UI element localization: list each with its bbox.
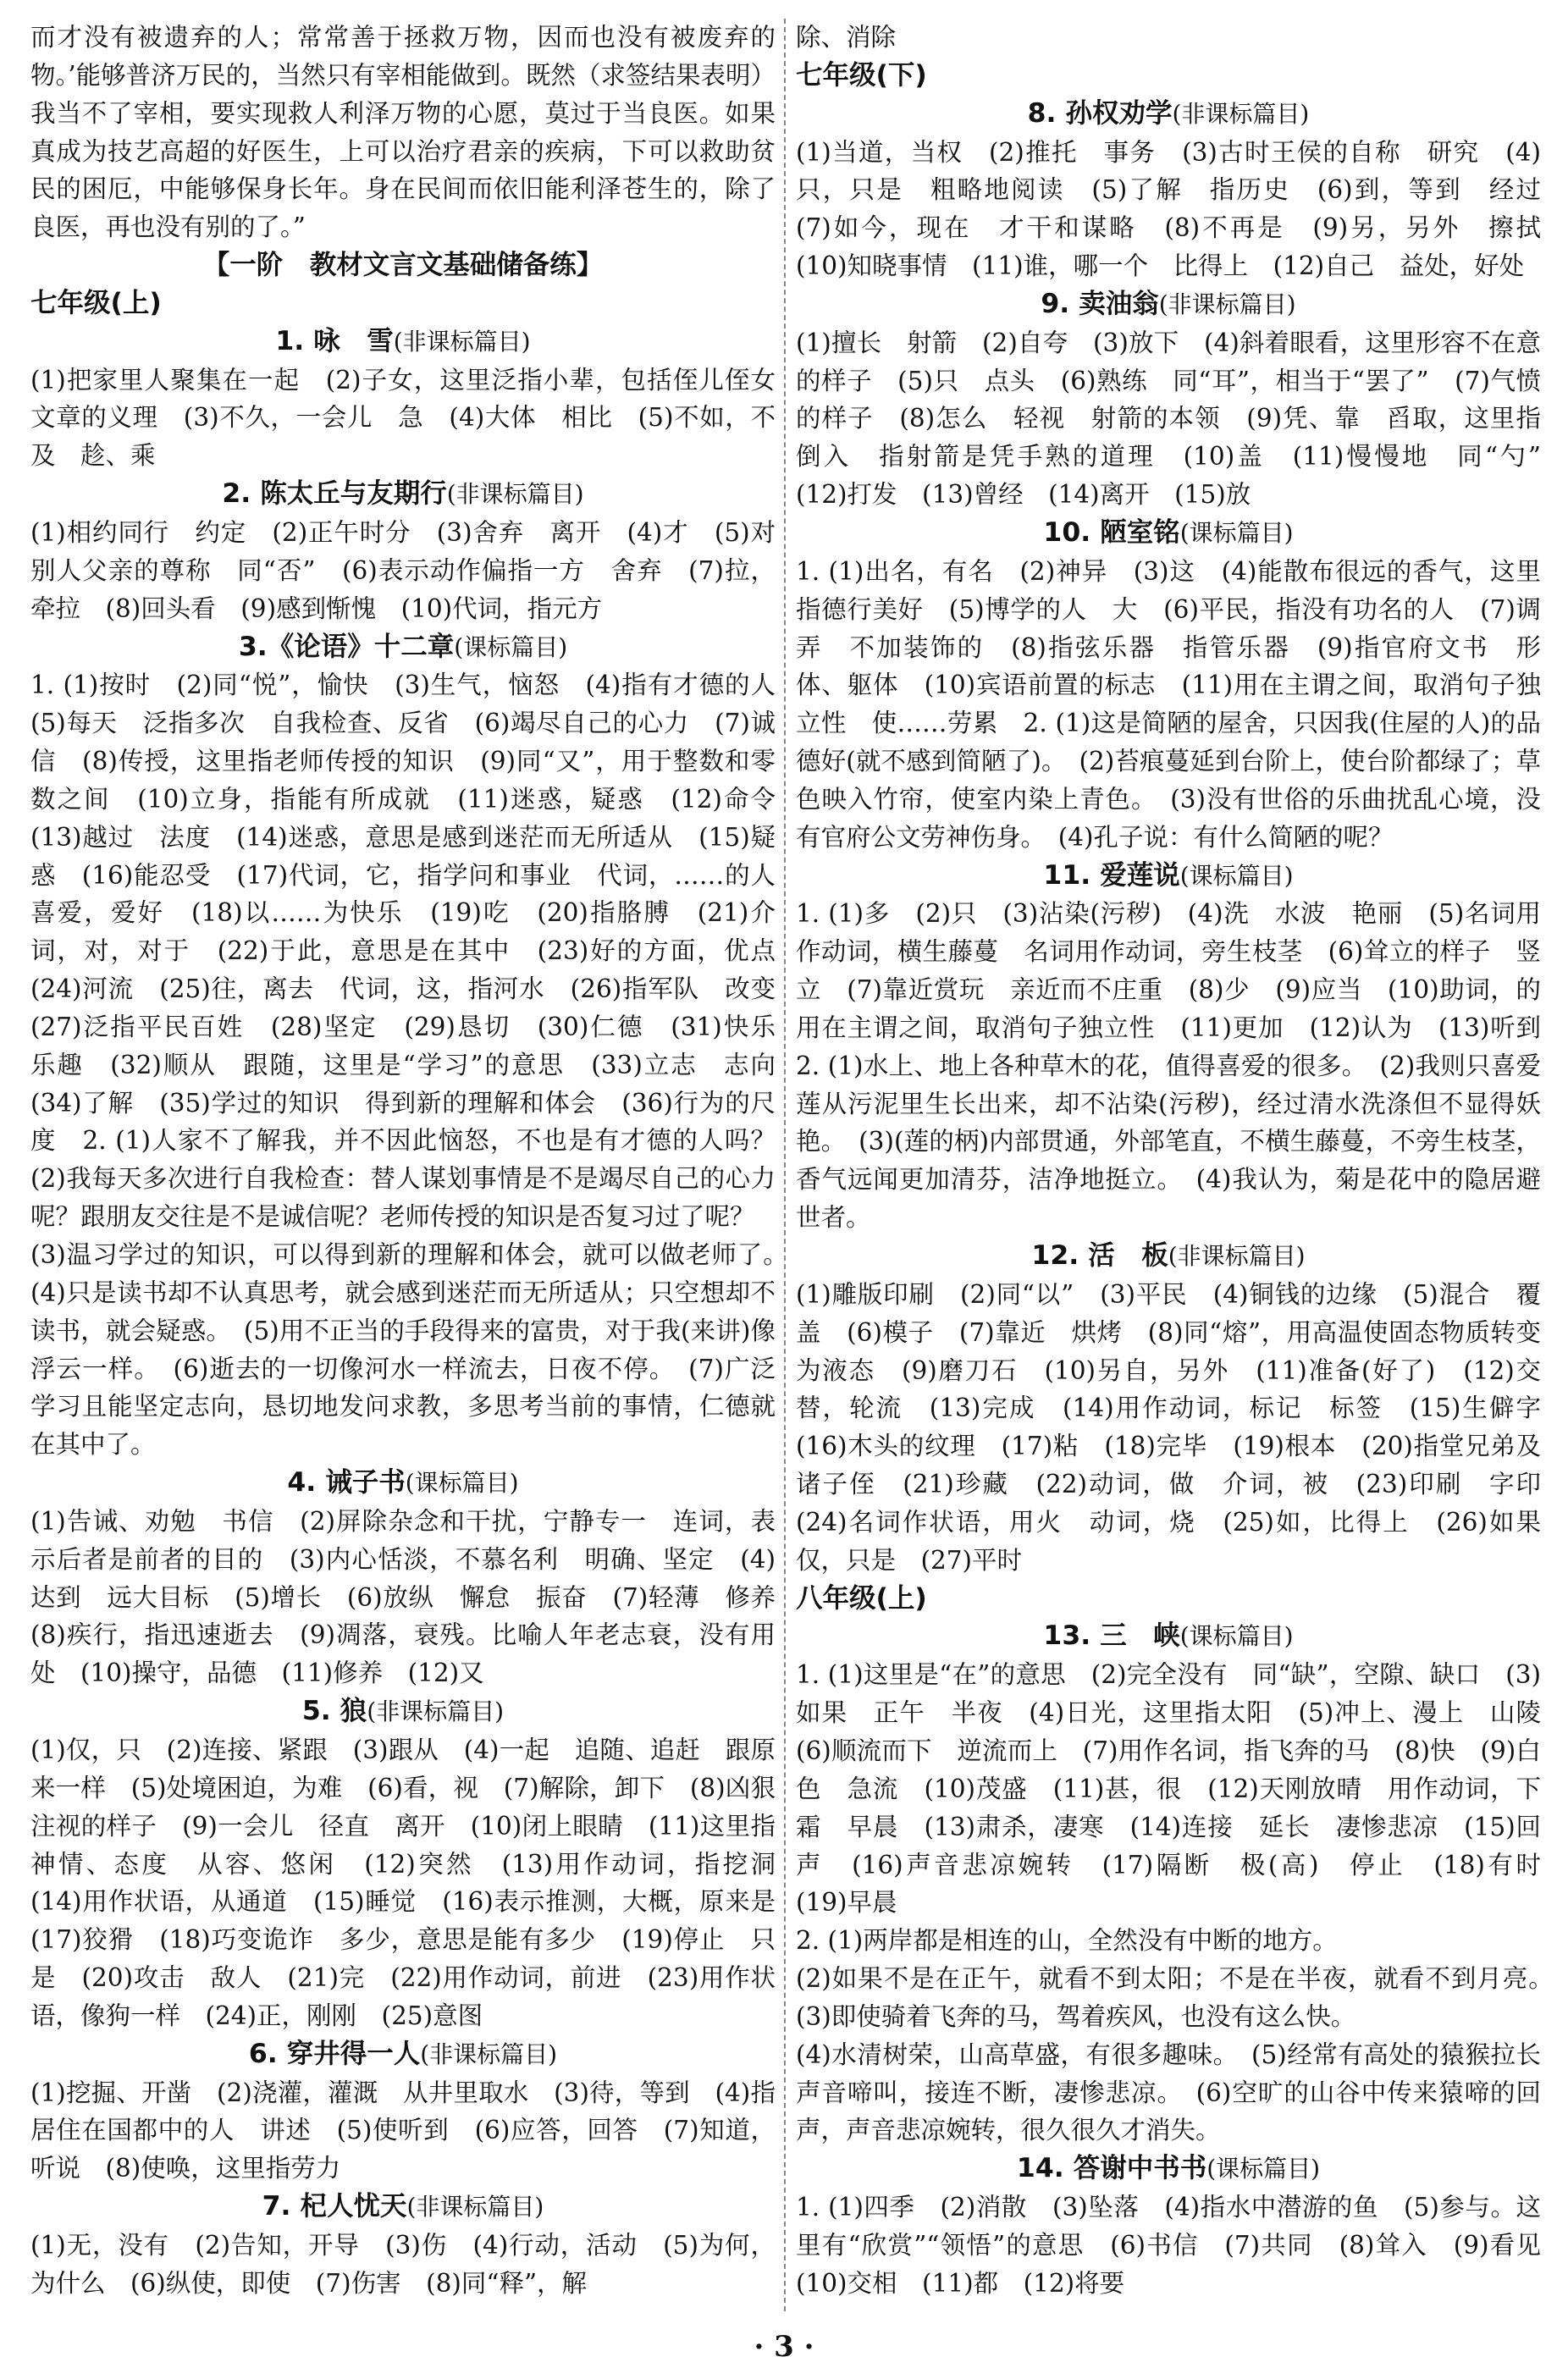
left-lesson-title [30,1464,776,1503]
lesson-tag: (课标篇目) [405,1469,519,1498]
lesson-name: 10. 陋室铭 [1043,516,1180,548]
right-grade-heading: 八年级(上) [796,1582,927,1614]
right-answer-paragraph: 1. (1)四季 (2)消散 (3)坠落 (4)指水中潜游的鱼 (5)参与。这里有“欣赏”“领悟”的意思 (6)书信 (7)共同 (8)耸入 (9)看见 (10)交相 (11)都 (12)将要 [796,2193,1566,2298]
lesson-name: 11. 爱莲说 [1043,859,1180,891]
lesson-tag: (课标篇目) [1179,861,1294,890]
right-answer-paragraph: 1. (1)出名，有名 (2)神异 (3)这 (4)能散布很远的香气，这里指德行美好 (5)博学的人 大 (6)平民，指没有功名的人 (7)调弄 不加装饰的 (8)指弦乐器 指管乐器 (9)指官府文书 形体、躯体 (10)宾语前置的标志 (11)用在主谓之间，取消句子独立性 使……劳累 2. (1)这是简陋的屋舍，只因我(住屋的人)的品德好(就不感到简陋了)。 (2)苔痕蔓延到台阶上，使台阶都绿了；草色映入竹帘，使室内染上青色。 (3)没有世俗的乐曲扰乱心境，没有官府公文劳神伤身。 (4)孔子说：有什么简陋的呢？ [796,556,1541,852]
right-lesson-title [796,1237,1541,1276]
right-answer-paragraph: (1)雕版印刷 (2)同“以” (3)平民 (4)铜钱的边缘 (5)混合 覆盖 (6)模子 (7)靠近 烘烤 (8)同“熔”，用高温使固态物质转变为液态 (9)磨刀石 (10)另自，另外 (11)准备(好了) (12)交替，轮流 (13)完成 (14)用作动词，标记 标签 (15)生僻字 (16)木头的纹理 (17)粘 (18)完毕 (19)根本 (20)指堂兄弟及诸子侄 (21)珍藏 (22)动词，做 介词，被 (23)印刷 字印 (24)名词作状语，用火 动词，烧 (25)如，比得上 (26)如果 仅，只是 (27)平时 [796,1279,1566,1575]
right-answer-paragraph: (2)如果不是在正午，就看不到太阳；不是在半夜，就看不到月亮。 (3)即使骑着飞奔的马，驾着疾风，也没有这么快。 [796,1964,1566,2031]
right-answer-paragraph: (4)水清树荣，山高草盛，有很多趣味。 (5)经常有高处的猿猴拉长声音啼叫，接连不断，凄惨悲凉。 (6)空旷的山谷中传来猿啼的回声，声音悲凉婉转，很久很久才消失。 [796,2040,1541,2145]
left-lesson-title [30,2188,776,2227]
lesson-tag: (课标篇目) [454,632,568,661]
answer-page [24,19,1566,2321]
right-answer-paragraph: (1)擅长 射箭 (2)自夸 (3)放下 (4)斜着眼看，这里形容不在意的样子 (5)只 点头 (6)熟练 同“耳”，相当于“罢了” (7)气愤的样子 (8)怎么 轻视 射箭的本领 (9)凭、靠 舀取，这里指倒入 指射箭是凭手熟的道理 (10)盖 (11)慢慢地 同“勺” (12)打发 (13)曾经 (14)离开 (15)放 [796,328,1566,510]
right-column [796,19,1566,2303]
right-lesson-title [796,285,1541,324]
left-answer-paragraph: (1)相约同行 约定 (2)正午时分 (3)舍弃 离开 (4)才 (5)对别人父亲的尊称 同“否” (6)表示动作偏指一方 舍弃 (7)拉，牵拉 (8)回头看 (9)感到惭愧 (10)代词，指元方 [30,517,776,623]
right-answer-paragraph: (1)当道，当权 (2)推托 事务 (3)古时王侯的自称 研究 (4)只，只是 粗略地阅读 (5)了解 指历史 (6)到，等到 经过 (7)如今，现在 才干和谋略 (8)不再是 (9)另，另外 擦拭 (10)知晓事情 (11)谁，哪一个 比得上 (12)自己 益处，好处 [796,137,1566,281]
left-answer-paragraph: (1)挖掘、开凿 (2)浇灌，灌溉 从井里取水 (3)待，等到 (4)指居住在国都中的人 讲述 (5)使听到 (6)应答，回答 (7)知道，听说 (8)使唤，这里指劳力 [30,2078,776,2183]
left-answer-paragraph: (1)仅，只 (2)连接、紧跟 (3)跟从 (4)一起 追随、追赶 跟原来一样 (5)处境困迫，为难 (6)看，视 (7)解除，卸下 (8)凶狠注视的样子 (9)一会儿 径直 离开 (10)闭上眼睛 (11)这里指神情、态度 从容、悠闲 (12)突然 (13)用作动词，指挖洞 (14)用作状语，从通道 (15)睡觉 (16)表示推测，大概，原来是 (17)狡猾 (18)巧变诡诈 多少，意思是能有多少 (19)停止 只是 (20)攻击 敌人 (21)完 (22)用作动词，前进 (23)用作状语，像狗一样 (24)正，刚刚 (25)意图 [30,1735,801,2030]
lesson-tag: (课标篇目) [1179,518,1294,547]
right-answer-paragraph: 除、消除 [796,23,897,52]
left-grade-heading: 七年级(上) [30,287,162,318]
column-divider [784,19,786,2311]
lesson-name: 5. 狼 [301,1696,367,1727]
lesson-name: 6. 穿井得一人 [248,2038,421,2069]
lesson-name: 14. 答谢中书书 [1016,2153,1207,2184]
lesson-name: 4. 诫子书 [287,1467,406,1499]
left-answer-paragraph: (1)无，没有 (2)告知，开导 (3)伤 (4)行动，活动 (5)为何，为什么 (6)纵使，即使 (7)伤害 (8)同“释”，解 [30,2230,776,2298]
lesson-name: 9. 卖油翁 [1041,288,1159,319]
left-lesson-title [30,323,776,362]
left-answer-paragraph: 1. (1)按时 (2)同“悦”，愉快 (3)生气，恼怒 (4)指有才德的人 (5)每天 泛指多次 自我检查、反省 (6)竭尽自己的心力 (7)诚信 (8)传授，这里指老师传授的知识 (9)同“又”，用于整数和零数之间 (10)立身，指能有所成就 (11)迷惑，疑惑 (12)命令 (13)越过 法度 (14)迷惑，意思是感到迷茫而无所适从 (15)疑惑 (16)能忍受 (17)代词，它，指学问和事业 代词，……的人 喜爱，爱好 (18)以……为快乐 (19)吃 (20)指胳膊 (21)介词，对，对于 (22)于此，意思是在其中 (23)好的方面，优点 (24)河流 (25)往，离去 代词，这，指河水 (26)指军队 改变 (27)泛指平民百姓 (28)坚定 (29)恳切 (30)仁德 (31)快乐 乐趣 (32)顺从 跟随，这里是“学习”的意思 (33)立志 志向 (34)了解 (35)学过的知识 得到新的理解和体会 (36)行为的尺度 2. (1)人家不了解我，并不因此恼怒，不也是有才德的人吗？ (2)我每天多次进行自我检查：替人谋划事情是不是竭尽自己的心力呢？跟朋友交往是不是诚信呢？老师传授的知识是否复习过了呢？ [30,671,801,1232]
lesson-tag: (课标篇目) [1206,2155,1321,2183]
left-lesson-title [30,1692,776,1731]
lesson-name: 7. 杞人忧天 [262,2191,407,2222]
left-column [30,19,801,2303]
right-lesson-title [796,514,1541,553]
right-grade-heading: 七年级(下) [796,59,927,91]
right-answer-paragraph: 2. (1)两岸都是相连的山，全然没有中断的地方。 [796,1926,1338,1956]
lesson-tag: (非课标篇目) [406,2193,544,2222]
page-number: · 3 · [754,2330,814,2364]
lesson-tag: (非课标篇目) [420,2040,558,2068]
left-lesson-title [30,628,776,667]
lesson-name: 1. 咏 雪 [275,325,394,356]
left-answer-paragraph: (1)告诫、劝勉 书信 (2)屏除杂念和干扰，宁静专一 连词，表示后者是前者的目的 (3)内心恬淡，不慕名利 明确、坚定 (4)达到 远大目标 (5)增长 (6)放纵 懈怠 振奋 (7)轻薄 修养 (8)疾行，指迅速逝去 (9)凋落，衰残。比喻人年老志衰，没有用处 (10)操守，品德 (11)修养 (12)又 [30,1506,801,1688]
right-lesson-title [796,2150,1541,2189]
lesson-tag: (非课标篇目) [446,480,584,509]
right-lesson-title [796,1617,1541,1656]
left-lesson-title [30,2035,776,2074]
lesson-tag: (非课标篇目) [367,1697,505,1726]
lesson-name: 12. 活 板 [1031,1240,1168,1271]
lesson-name: 3.《论语》十二章 [238,631,455,662]
right-lesson-title [796,857,1541,896]
left-section-heading: 【一阶 教材文言文基础储备练】 [202,250,604,281]
left-answer-paragraph: (3)温习学过的知识，可以得到新的理解和体会，就可以做老师了。 (4)只是读书却不认真思考，就会感到迷茫而无所适从；只空想却不读书，就会疑惑。 (5)用不正当的手段得来的富贵，对于我(来讲)像浮云一样。 (6)逝去的一切像河水一样流去，日夜不停。 (7)广泛学习且能坚定志向，恳切地发问求教，多思考当前的事情，仁德就在其中了。 [30,1240,801,1460]
lesson-tag: (课标篇目) [1179,1622,1294,1651]
left-answer-paragraph: 而才没有被遗弃的人；常常善于拯救万物，因而也没有被废弃的物。’能够普济万民的，当然只有宰相能做到。既然（求签结果表明）我当不了宰相，要实现救人利泽万物的心愿，莫过于当良医。如果真成为技艺高超的好医生，上可以治疗君亲的疾病，下可以救助贫民的困厄，中能够保身长年。身在民间而依旧能利泽苍生的，除了良医，再也没有别的了。” [30,23,776,242]
left-answer-paragraph: (1)把家里人聚集在一起 (2)子女，这里泛指小辈，包括侄儿侄女 文章的义理 (3)不久，一会儿 急 (4)大体 相比 (5)不如，不及 趁、乘 [30,365,801,471]
right-answer-paragraph: 1. (1)多 (2)只 (3)沾染(污秽) (4)洗 水波 艳丽 (5)名词用作动词，横生藤蔓 名词用作动词，旁生枝茎 (6)耸立的样子 竖立 (7)靠近赏玩 亲近而不庄重 (8)少 (9)应当 (10)助词，的 用在主谓之间，取消句子独立性 (11)更加 (12)认为 (13)听到 2. (1)水上、地上各种草木的花，值得喜爱的很多。 (2)我则只喜爱莲从污泥里生长出来，却不沾染(污秽)，经过清水洗涤但不显得妖艳。 (3)(莲的柄)内部贯通，外部笔直，不横生藤蔓，不旁生枝茎，香气远闻更加清芬，洁净地挺立。 (4)我认为，菊是花中的隐居避世者。 [796,899,1566,1233]
lesson-tag: (非课标篇目) [393,327,531,356]
right-lesson-title [796,95,1541,134]
lesson-name: 8. 孙权劝学 [1027,97,1173,129]
lesson-tag: (非课标篇目) [1168,1242,1306,1270]
lesson-tag: (非课标篇目) [1158,290,1296,318]
lesson-name: 13. 三 峡 [1043,1620,1180,1652]
left-lesson-title [30,475,776,514]
lesson-tag: (非课标篇目) [1172,99,1310,128]
lesson-name: 2. 陈太丘与友期行 [222,478,447,510]
right-answer-paragraph: 1. (1)这里是“在”的意思 (2)完全没有 同“缺”，空隙、缺口 (3)如果 正午 半夜 (4)日光，这里指太阳 (5)冲上、漫上 山陵 (6)顺流而下 逆流而上 (7)用作名词，指飞奔的马 (8)快 (9)白色 急流 (10)茂盛 (11)甚，很 (12)天刚放晴 用作动词，下霜 早晨 (13)肃杀，凄寒 (14)连接 延长 凄惨悲凉 (15)回声 (16)声音悲凉婉转 (17)隔断 极(高) 停止 (18)有时 (19)早晨 [796,1660,1566,1918]
